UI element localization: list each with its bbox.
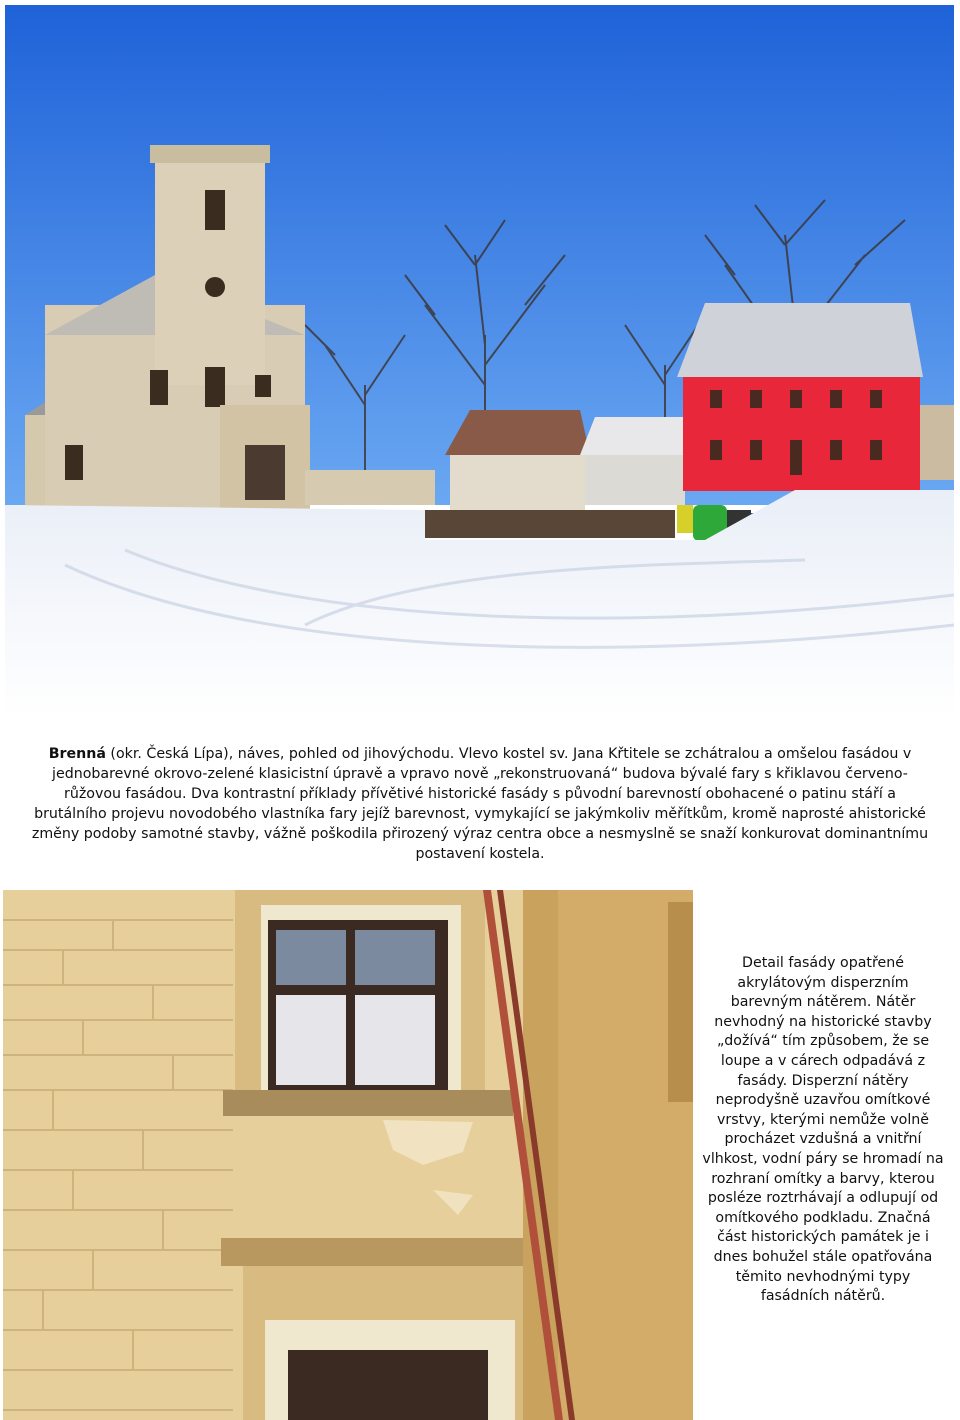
caption-text: (okr. Česká Lípa), náves, pohled od jihovýchodu. Vlevo kostel sv. Jana Křtitele se zchátralou a omšelou fasádou v jednobarevné okrovo-zelené klasicistní úpravě a vpravo nově „rekonstruovaná“ budova bývalé fary s křiklavou červeno-růžovou fasádou. Dva kontrastní příklady přívětivé historické fasády s původní barevností obohacené o patinu stáří a brutálního projevu novodobého vlastníka fary jejíž barevnost, vymykající se jakýmkoliv měřítkům, kromě naprosté ahistorické změny podoby samotné stavby, vážně poškodila přirozený výraz centra obce a nesmyslně se snaží konkurovat dominantnímu postavení kostela. (31, 746, 929, 862)
bottom-photo (3, 890, 693, 1420)
cornice (221, 1238, 539, 1266)
facade-detail-illustration (3, 890, 693, 1420)
lower-window (288, 1350, 488, 1420)
photo-caption (30, 744, 930, 864)
fence (420, 510, 675, 538)
small-house (445, 410, 690, 510)
wall (305, 470, 435, 505)
top-photo (5, 5, 954, 717)
window-sill (223, 1090, 513, 1116)
caption-place-name: Brenná (48, 746, 106, 762)
side-note: Detail fasády opatřené akrylátovým disperzním barevným nátěrem. Nátěr nevhodný na historické stavby „dožívá“ tím způsobem, že se loupe a v cárech odpadává z fasády. Disperzní nátěry neprodyšně uzavřou omítkové vrstvy, kterými nemůže volně procházet vzdušná a vnitřní vlhkost, vodní páry se hromadí na rozhraní omítky a barvy, kterou posléze roztrhávají a odlupují od omítkového podkladu. Značná část historických památek je i dnes bohužel stále opatřována těmito nevhodnými typy fasádních nátěrů. (702, 955, 944, 1305)
village-scene-illustration (5, 5, 954, 717)
red-parsonage (677, 303, 954, 491)
curtain (276, 995, 346, 1085)
